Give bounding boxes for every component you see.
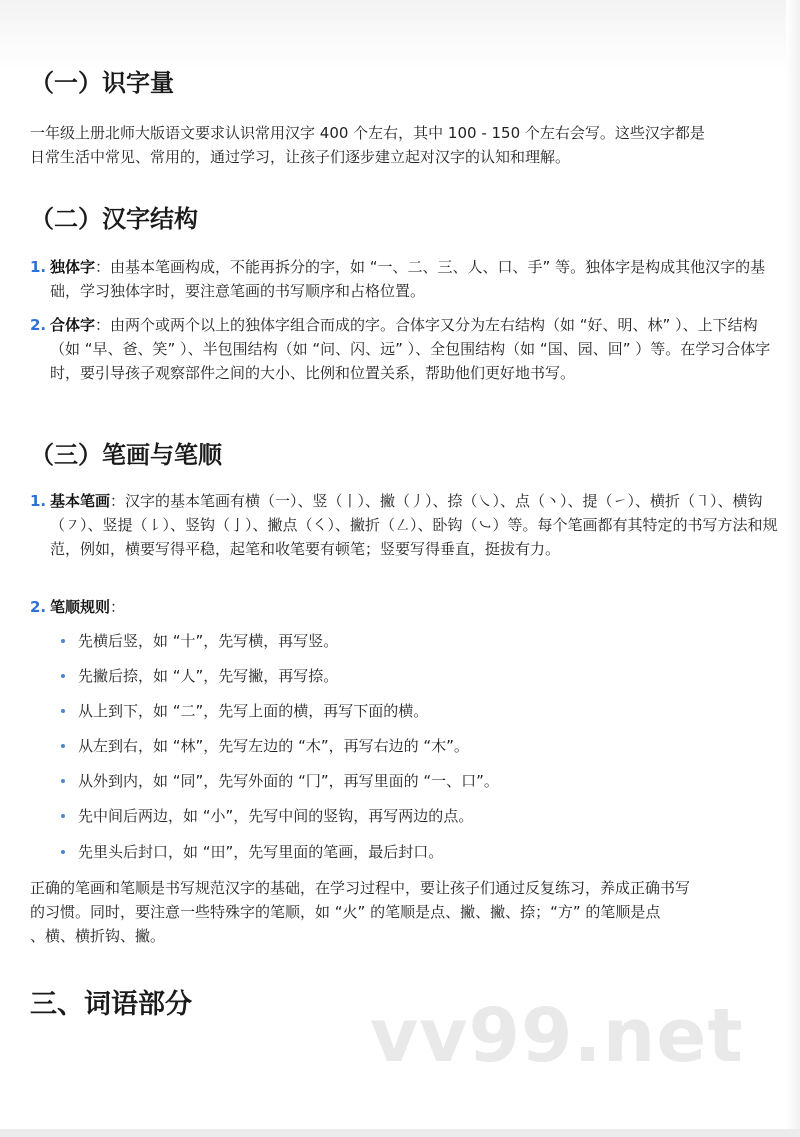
list-number: 1. bbox=[30, 492, 47, 510]
list-number: 1. bbox=[30, 258, 47, 276]
right-edge-shadow bbox=[786, 0, 800, 1137]
bullet-dot-icon bbox=[61, 814, 65, 818]
closing-paragraph-line-1: 正确的笔画和笔顺是书写规范汉字的基础，在学习过程中，要让孩子们通过反复练习，养成正确书写 bbox=[30, 879, 691, 897]
bullet-dot-icon bbox=[61, 850, 65, 854]
definition-basic-strokes: ：汉字的基本笔画有横（一）、竖（丨）、撇（丿）、捺（㇏）、点（丶）、提（㇀）、横折（㇕）、横钩（㇇）、竖提（㇙）、竖钩（亅）、撇点（㇛）、撇折（㇜）、卧钩（㇃）等。每个笔画都有其特定的书写方法和规范，例如，横要写得平稳，起笔和收笔要有顿笔；竖要写得垂直，挺拔有力。 bbox=[50, 492, 778, 558]
term-compound-character: 合体字 bbox=[50, 316, 96, 334]
heading-strokes: （三）笔画与笔顺 bbox=[30, 441, 222, 469]
closing-paragraph-line-3: 、横、横折钩、撇。 bbox=[30, 927, 166, 945]
rule-text: 从左到右，如 “林”，先写左边的 “木”，再写右边的 “木”。 bbox=[78, 737, 469, 755]
heading-structure: （二）汉字结构 bbox=[30, 205, 198, 233]
list-number: 2. bbox=[30, 598, 47, 616]
term-stroke-order-rules: 笔顺规则 bbox=[50, 598, 111, 616]
rule-item bbox=[30, 699, 730, 723]
rule-item bbox=[30, 804, 730, 828]
closing-paragraph-line-2: 的习惯。同时，要注意一些特殊字的笔顺，如 “火” 的笔顺是点、撇、撇、捺；“方” 的笔顺是点 bbox=[30, 903, 661, 921]
rule-item bbox=[30, 840, 730, 864]
list-item-compound-character bbox=[30, 313, 780, 385]
definition-single-character: ：由基本笔画构成，不能再拆分的字，如 “一、二、三、人、口、手” 等。独体字是构成其他汉字的基础，学习独体字时，要注意笔画的书写顺序和占格位置。 bbox=[50, 258, 766, 300]
rule-item bbox=[30, 734, 730, 758]
literacy-paragraph-line-1: 一年级上册北师大版语文要求认识常用汉字 400 个左右，其中 100 - 150 个左右会写。这些汉字都是 bbox=[30, 124, 705, 142]
rule-text: 先撇后捺，如 “人”，先写撇，再写捺。 bbox=[78, 667, 339, 685]
rule-text: 先中间后两边，如 “小”，先写中间的竖钩，再写两边的点。 bbox=[78, 807, 474, 825]
list-item-stroke-order-rules bbox=[30, 595, 780, 619]
top-shade bbox=[0, 0, 800, 70]
bullet-dot-icon bbox=[61, 674, 65, 678]
heading-literacy: （一）识字量 bbox=[30, 69, 174, 97]
bullet-dot-icon bbox=[61, 779, 65, 783]
watermark: vv99.net bbox=[370, 993, 744, 1079]
rule-text: 先里头后封口，如 “田”，先写里面的笔画，最后封口。 bbox=[78, 843, 444, 861]
definition-compound-character: ：由两个或两个以上的独体字组合而成的字。合体字又分为左右结构（如 “好、明、林” ）、上下结构（如 “早、爸、笑” ）、半包围结构（如 “问、闪、远” ）、全包围结构（如 “国、园、回” ）等。在学习合体字时，要引导孩子观察部件之间的大小、比例和位置关系，帮助他们更好地书写。 bbox=[50, 316, 771, 382]
bullet-dot-icon bbox=[61, 709, 65, 713]
bottom-edge bbox=[0, 1129, 800, 1137]
bullet-dot-icon bbox=[61, 744, 65, 748]
rule-item bbox=[30, 769, 730, 793]
list-item-single-character bbox=[30, 255, 780, 303]
literacy-paragraph-line-2: 日常生活中常见、常用的，通过学习，让孩子们逐步建立起对汉字的认知和理解。 bbox=[30, 148, 571, 166]
rule-item bbox=[30, 664, 730, 688]
stroke-order-colon: ： bbox=[110, 598, 126, 616]
term-basic-strokes: 基本笔画 bbox=[50, 492, 111, 510]
rule-text: 先横后竖，如 “十”，先写横，再写竖。 bbox=[78, 632, 339, 650]
rule-item bbox=[30, 629, 730, 653]
heading-vocabulary: 三、词语部分 bbox=[30, 989, 192, 1020]
list-number: 2. bbox=[30, 316, 47, 334]
bullet-dot-icon bbox=[61, 639, 65, 643]
rule-text: 从外到内，如 “同”，先写外面的 “冂”，再写里面的 “一、口”。 bbox=[78, 772, 499, 790]
list-item-basic-strokes bbox=[30, 489, 780, 561]
rule-text: 从上到下，如 “二”，先写上面的横，再写下面的横。 bbox=[78, 702, 429, 720]
term-single-character: 独体字 bbox=[50, 258, 96, 276]
